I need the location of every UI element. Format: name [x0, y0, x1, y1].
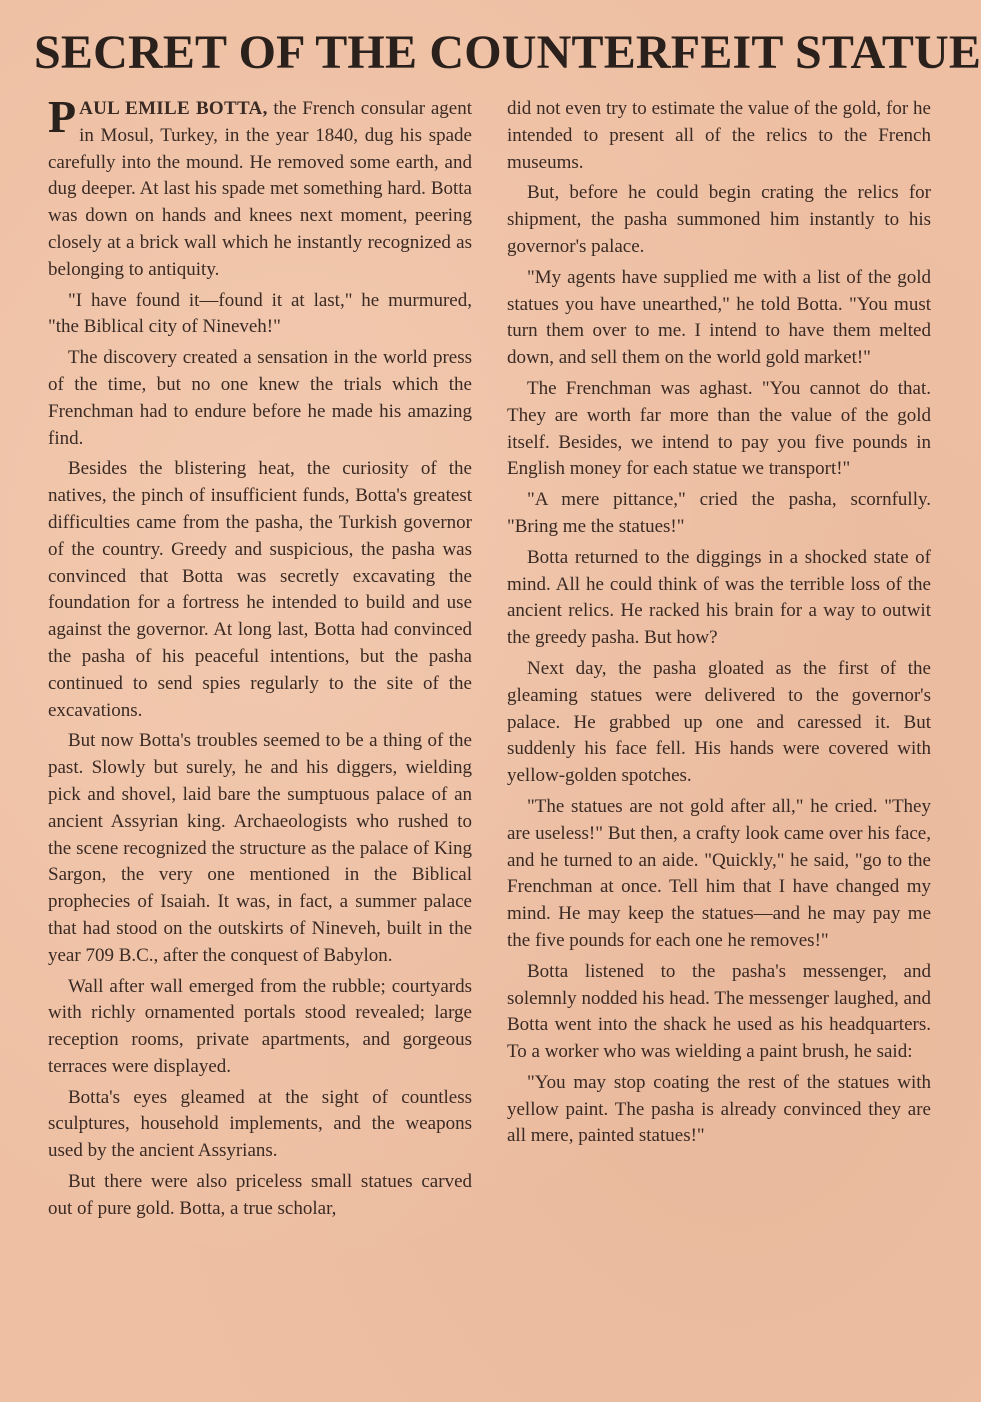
paragraph [48, 91, 472, 284]
paragraph: But now Botta's troubles seemed to be a thing of the past. Slowly but surely, he and his diggers, wielding pick and shovel, laid bare the sumptuous palace of an ancient Assyrian king. Archaeologists who rushed to the scene recognized the structure as the palace of King Sargon, the very one mentioned in the Biblical prophecies of Isaiah. It was, in fact, a summer palace that had stood on the outskirts of Nineveh, built in the year 709 B.C., after the conquest of Babylon. [48, 730, 472, 966]
paragraph: "The statues are not gold after all," he cried. "They are useless!" But then, a crafty look came over his face, and he turned to an aide. "Quickly," he said, "go to the Frenchman at once. Tell him that I have changed my mind. He may keep the statues—and he may pay me the five pounds for each one he removes!" [507, 795, 931, 951]
paragraph: Wall after wall emerged from the rubble; courtyards with richly ornamented portals stood revealed; large reception rooms, private apartments, and gorgeous terraces were displayed. [48, 975, 472, 1077]
paragraph: Botta listened to the pasha's messenger, and solemnly nodded his head. The messenger laughed, and Botta went into the shack he used as his headquarters. To a worker who was wielding a paint brush, he said: [507, 960, 931, 1063]
paragraph: Botta's eyes gleamed at the sight of countless sculptures, household implements, and the weapons used by the ancient Assyrians. [48, 1086, 472, 1162]
right-column [507, 96, 931, 1154]
paragraph-text: the French consular agent in Mosul, Turkey, in the year 1840, dug his spade carefully into the mound. He removed some earth, and dug deeper. At last his spade met something hard. Botta was down on hands and knees next moment, peering closely at a brick wall which he instantly recognized as belonging to antiquity. [48, 98, 472, 280]
paragraph: But, before he could begin crating the relics for shipment, the pasha summoned him instantly to his governor's palace. [507, 182, 931, 257]
paragraph: "You may stop coating the rest of the statues with yellow paint. The pasha is already convinced they are all mere, painted statues!" [507, 1071, 931, 1147]
lead-name: AUL EMILE BOTTA, [79, 98, 268, 119]
paragraph: "I have found it—found it at last," he murmured, "the Biblical city of Nineveh!" [48, 289, 472, 338]
drop-cap: P [48, 91, 77, 142]
paragraph: But there were also priceless small statues carved out of pure gold. Botta, a true scholar, [48, 1171, 472, 1219]
paragraph: Besides the blistering heat, the curiosity of the natives, the pinch of insufficient funds, Botta's greatest difficulties came from the pasha, the Turkish governor of the country. Greedy and suspicious, the pasha was convinced that Botta was secretly excavating the foundation for a fortress he intended to build and use against the governor. At long last, Botta had convinced the pasha of his peaceful intentions, but the pasha continued to send spies regularly to the site of the excavations. [48, 458, 472, 721]
article-title: SECRET OF THE COUNTERFEIT STATUE [34, 26, 981, 79]
paragraph: The Frenchman was aghast. "You cannot do that. They are worth far more than the value of the gold itself. Besides, we intend to pay you five pounds in English money for each statue we transport!" [507, 377, 931, 480]
left-column [48, 91, 472, 1227]
paragraph: Next day, the pasha gloated as the first of the gleaming statues were delivered to the governor's palace. He grabbed up one and caressed it. But suddenly his face fell. His hands were covered with yellow-golden spotches. [507, 657, 931, 787]
paragraph: The discovery created a sensation in the world press of the time, but no one knew the trials which the Frenchman had to endure before he made his amazing find. [48, 347, 472, 449]
paragraph: "A mere pittance," cried the pasha, scornfully. "Bring me the statues!" [507, 489, 931, 537]
paragraph: "My agents have supplied me with a list of the gold statues you have unearthed," he told Botta. "You must turn them over to me. I intend to have them melted down, and sell them on the world gold market!" [507, 266, 931, 369]
paragraph: did not even try to estimate the value of the gold, for he intended to present all of the relics to the French museums. [507, 98, 931, 173]
paragraph: Botta returned to the diggings in a shocked state of mind. All he could think of was the terrible loss of the ancient relics. He racked his brain for a way to outwit the greedy pasha. But how? [507, 546, 931, 649]
